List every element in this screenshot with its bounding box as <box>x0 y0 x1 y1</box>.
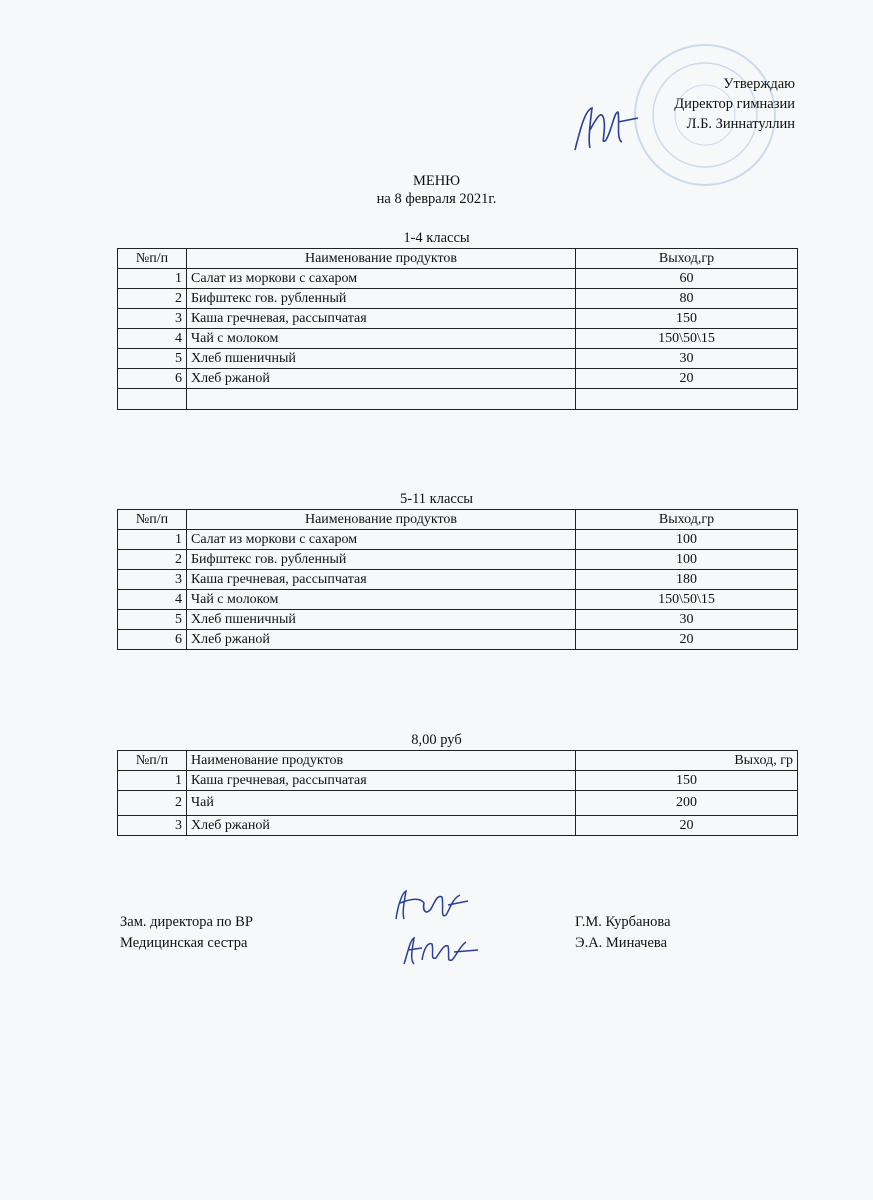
cell-name: Бифштекс гов. рубленный <box>187 289 576 309</box>
cell-name: Хлеб ржаной <box>187 369 576 389</box>
cell-name: Каша гречневая, рассыпчатая <box>187 771 576 791</box>
col-header-num: №п/п <box>118 249 187 269</box>
cell-num: 2 <box>118 550 187 570</box>
approval-label: Утверждаю <box>723 76 795 92</box>
cell-name: Каша гречневая, рассыпчатая <box>187 309 576 329</box>
cell-output: 150 <box>576 771 798 791</box>
cell-name: Бифштекс гов. рубленный <box>187 550 576 570</box>
cell-name: Салат из моркови с сахаром <box>187 530 576 550</box>
approval-name: Л.Б. Зиннатуллин <box>686 116 795 132</box>
menu-table-1-4 <box>117 248 798 410</box>
cell-empty <box>118 389 187 410</box>
col-header-output: Выход,гр <box>576 249 798 269</box>
menu-table-5-11 <box>117 509 798 650</box>
cell-output: 150 <box>576 309 798 329</box>
signature-role: Медицинская сестра <box>120 935 248 951</box>
cell-output: 60 <box>576 269 798 289</box>
nurse-signature <box>400 930 480 970</box>
menu-table-8rub <box>117 750 798 836</box>
cell-output: 20 <box>576 369 798 389</box>
col-header-name: Наименование продуктов <box>187 249 576 269</box>
cell-name: Чай <box>187 791 576 816</box>
table-row <box>118 309 798 329</box>
cell-output: 30 <box>576 610 798 630</box>
approval-position: Директор гимназии <box>674 96 795 112</box>
cell-name: Чай с молоком <box>187 329 576 349</box>
cell-name: Чай с молоком <box>187 590 576 610</box>
cell-name: Хлеб пшеничный <box>187 349 576 369</box>
table-row <box>118 570 798 590</box>
table1-caption: 1-4 классы <box>403 230 470 246</box>
table-row <box>118 590 798 610</box>
cell-empty <box>576 389 798 410</box>
cell-output: 150\50\15 <box>576 590 798 610</box>
table-row <box>118 269 798 289</box>
signature-role: Зам. директора по ВР <box>120 914 253 930</box>
cell-output: 20 <box>576 630 798 650</box>
cell-output: 100 <box>576 550 798 570</box>
table-row <box>118 550 798 570</box>
col-header-num: №п/п <box>118 510 187 530</box>
page-title: МЕНЮ <box>412 173 461 189</box>
table-header-row <box>118 249 798 269</box>
cell-output: 100 <box>576 530 798 550</box>
cell-num: 5 <box>118 610 187 630</box>
cell-name: Хлеб пшеничный <box>187 610 576 630</box>
table-header-row <box>118 510 798 530</box>
table3-caption: 8,00 руб <box>411 732 462 748</box>
menu-date: на 8 февраля 2021г. <box>376 191 497 207</box>
table-row <box>118 610 798 630</box>
cell-empty <box>187 389 576 410</box>
cell-output: 150\50\15 <box>576 329 798 349</box>
table-row-empty <box>118 389 798 410</box>
deputy-signature <box>390 885 470 925</box>
cell-output: 200 <box>576 791 798 816</box>
table-header-row <box>118 751 798 771</box>
cell-num: 1 <box>118 771 187 791</box>
cell-output: 20 <box>576 816 798 836</box>
col-header-num: №п/п <box>118 751 187 771</box>
col-header-output: Выход,гр <box>576 510 798 530</box>
cell-num: 5 <box>118 349 187 369</box>
col-header-name: Наименование продуктов <box>187 751 576 771</box>
table-row <box>118 791 798 816</box>
table-row <box>118 771 798 791</box>
table-row <box>118 289 798 309</box>
signature-name: Э.А. Миначева <box>575 935 668 951</box>
col-header-output: Выход, гр <box>576 751 798 771</box>
cell-name: Каша гречневая, рассыпчатая <box>187 570 576 590</box>
cell-num: 6 <box>118 369 187 389</box>
cell-name: Хлеб ржаной <box>187 816 576 836</box>
cell-num: 3 <box>118 309 187 329</box>
cell-num: 1 <box>118 530 187 550</box>
col-header-name: Наименование продуктов <box>187 510 576 530</box>
cell-num: 3 <box>118 816 187 836</box>
director-signature <box>570 100 640 155</box>
cell-num: 4 <box>118 590 187 610</box>
cell-output: 180 <box>576 570 798 590</box>
cell-num: 4 <box>118 329 187 349</box>
cell-num: 2 <box>118 791 187 816</box>
cell-num: 1 <box>118 269 187 289</box>
cell-num: 2 <box>118 289 187 309</box>
cell-num: 3 <box>118 570 187 590</box>
table-row <box>118 349 798 369</box>
table-row <box>118 530 798 550</box>
cell-num: 6 <box>118 630 187 650</box>
cell-output: 80 <box>576 289 798 309</box>
approval-block <box>674 74 795 134</box>
cell-name: Хлеб ржаной <box>187 630 576 650</box>
cell-name: Салат из моркови с сахаром <box>187 269 576 289</box>
cell-output: 30 <box>576 349 798 369</box>
signature-name: Г.М. Курбанова <box>575 914 671 930</box>
table-row <box>118 329 798 349</box>
table-row <box>118 369 798 389</box>
table2-caption: 5-11 классы <box>400 491 473 507</box>
table-row <box>118 630 798 650</box>
table-row <box>118 816 798 836</box>
